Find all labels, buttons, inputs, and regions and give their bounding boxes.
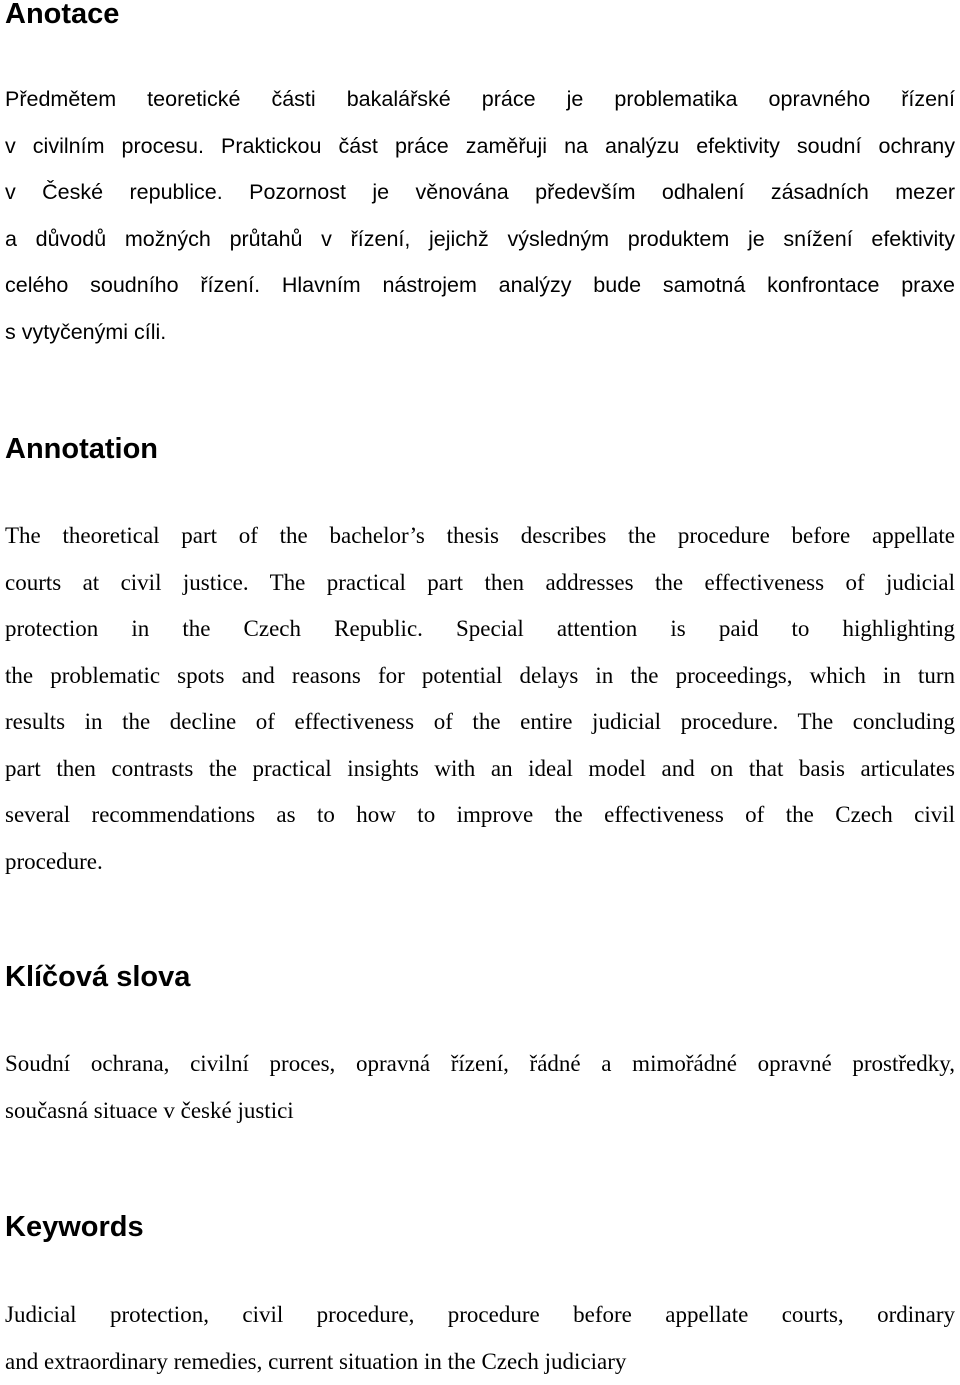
text-line: and extraordinary remedies, current situation in the Czech judiciary xyxy=(5,1339,955,1385)
section-heading-annotation: Annotation xyxy=(5,432,158,466)
text-line: The theoretical part of the bachelor’s thesis describes the procedure before appellate xyxy=(5,513,955,560)
text-line: results in the decline of effectiveness of the entire judicial procedure. The concluding xyxy=(5,699,955,746)
text-line: the problematic spots and reasons for potential delays in the proceedings, which in turn xyxy=(5,653,955,700)
text-line: several recommendations as to how to improve the effectiveness of the Czech civil xyxy=(5,792,955,839)
paragraph-keywords xyxy=(5,1292,955,1385)
text-line: současná situace v české justici xyxy=(5,1088,955,1135)
text-line: s vytyčenými cíli. xyxy=(5,309,955,356)
paragraph-anotace xyxy=(5,76,955,355)
text-line: part then contrasts the practical insights with an ideal model and on that basis articulates xyxy=(5,746,955,793)
text-line: protection in the Czech Republic. Special attention is paid to highlighting xyxy=(5,606,955,653)
text-line: a důvodů možných průtahů v řízení, jejichž výsledným produktem je snížení efektivity xyxy=(5,216,955,263)
text-line: v civilním procesu. Praktickou část práce zaměřuji na analýzu efektivity soudní ochrany xyxy=(5,123,955,170)
text-line: celého soudního řízení. Hlavním nástrojem analýzy bude samotná konfrontace praxe xyxy=(5,262,955,309)
paragraph-annotation xyxy=(5,513,955,885)
section-heading-anotace: Anotace xyxy=(5,0,119,31)
section-heading-klicova-slova: Klíčová slova xyxy=(5,960,190,994)
paragraph-klicova-slova xyxy=(5,1041,955,1134)
section-heading-keywords: Keywords xyxy=(5,1210,144,1244)
text-line: Předmětem teoretické části bakalářské práce je problematika opravného řízení xyxy=(5,76,955,123)
text-line: courts at civil justice. The practical part then addresses the effectiveness of judicial xyxy=(5,560,955,607)
text-line: Judicial protection, civil procedure, procedure before appellate courts, ordinary xyxy=(5,1292,955,1339)
text-line: v České republice. Pozornost je věnována především odhalení zásadních mezer xyxy=(5,169,955,216)
text-line: Soudní ochrana, civilní proces, opravná řízení, řádné a mimořádné opravné prostředky, xyxy=(5,1041,955,1088)
text-line: procedure. xyxy=(5,839,955,886)
